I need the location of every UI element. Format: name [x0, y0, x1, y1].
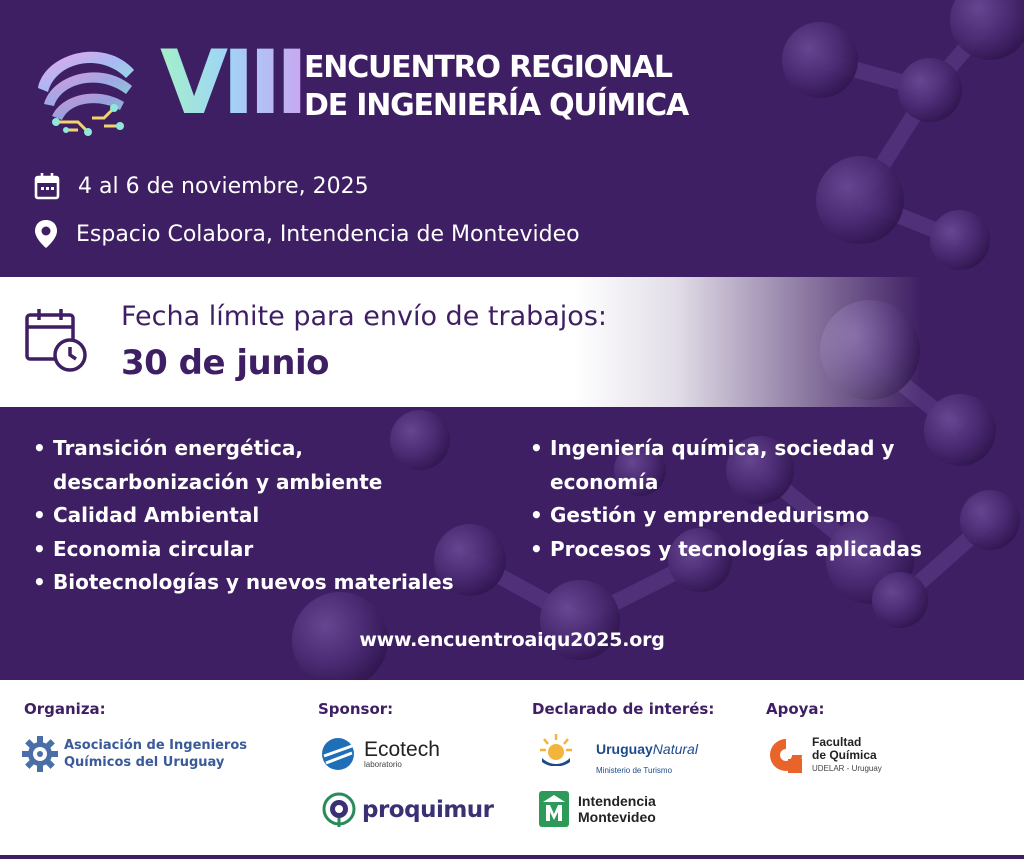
footer-bar: [0, 855, 1024, 859]
location-pin-icon: [34, 219, 58, 249]
topic-item: • Gestión y emprendedurismo: [530, 499, 1010, 533]
facultad-quimica-logo: [768, 736, 882, 775]
aiqu-logo: [22, 736, 247, 772]
deadline-band: [0, 277, 1024, 407]
roman-numeral: VIII: [160, 31, 303, 134]
intendencia-logo: [538, 790, 656, 828]
intendencia-icon: [538, 790, 570, 828]
topic-item: • Transición energética, descarbonización y ambiente: [33, 432, 503, 499]
topic-item: • Ingeniería química, sociedad y economía: [530, 432, 1010, 499]
intendencia-line1: Intendencia: [578, 793, 656, 809]
logo-mark: [34, 42, 140, 138]
proquimur-icon: [322, 792, 356, 828]
website-link[interactable]: www.encuentroaiqu2025.org: [359, 629, 665, 651]
topic-item: • Biotecnologías y nuevos materiales: [33, 566, 503, 600]
footer-sponsors: [0, 680, 1024, 859]
facultad-line1: Facultad: [812, 735, 862, 749]
gear-icon: [22, 736, 58, 772]
uruguay-natural-logo: [538, 732, 698, 776]
calendar-icon: [34, 172, 60, 200]
topic-item: • Procesos y tecnologías aplicadas: [530, 533, 1010, 567]
proquimur-logo: [322, 792, 494, 828]
event-title-line2: DE INGENIERÍA QUÍMICA: [304, 88, 688, 123]
uruguay-natural-sun-icon: [538, 732, 574, 766]
topics-list-left: [33, 432, 503, 600]
facultad-line2: de Química: [812, 748, 877, 762]
uruguay-natural-name: UruguayNatural: [596, 741, 698, 757]
event-title-line1: ENCUENTRO REGIONAL: [304, 50, 672, 85]
proquimur-name: proquimur: [362, 797, 494, 823]
event-date-row: [34, 172, 369, 200]
ecotech-icon: [320, 736, 356, 772]
aiqu-name-line2: Químicos del Uruguay: [64, 755, 225, 770]
uruguay-natural-sub: Ministerio de Turismo: [596, 766, 673, 775]
sponsor-heading: Sponsor:: [318, 700, 394, 718]
ecotech-sub: laboratorio: [364, 760, 402, 769]
topics-list-right: [530, 432, 1010, 566]
deadline-label: Fecha límite para envío de trabajos:: [121, 301, 607, 332]
deadline-date: 30 de junio: [121, 343, 329, 383]
organiza-heading: Organiza:: [24, 700, 106, 718]
topic-item: • Economia circular: [33, 533, 503, 567]
apoya-heading: Apoya:: [766, 700, 825, 718]
aiqu-name-line1: Asociación de Ingenieros: [64, 738, 248, 753]
facultad-quimica-icon: [768, 737, 804, 775]
ecotech-logo: [320, 736, 440, 772]
event-venue-row: [34, 219, 580, 249]
topic-item: • Calidad Ambiental: [33, 499, 503, 533]
declarado-heading: Declarado de interés:: [532, 700, 715, 718]
ecotech-name: Ecotech: [364, 738, 440, 761]
event-venue: Espacio Colabora, Intendencia de Montevideo: [76, 221, 580, 247]
calendar-clock-icon: [24, 307, 88, 373]
facultad-sub: UDELAR - Uruguay: [812, 764, 882, 773]
event-date: 4 al 6 de noviembre, 2025: [78, 173, 369, 199]
intendencia-line2: Montevideo: [578, 809, 656, 825]
